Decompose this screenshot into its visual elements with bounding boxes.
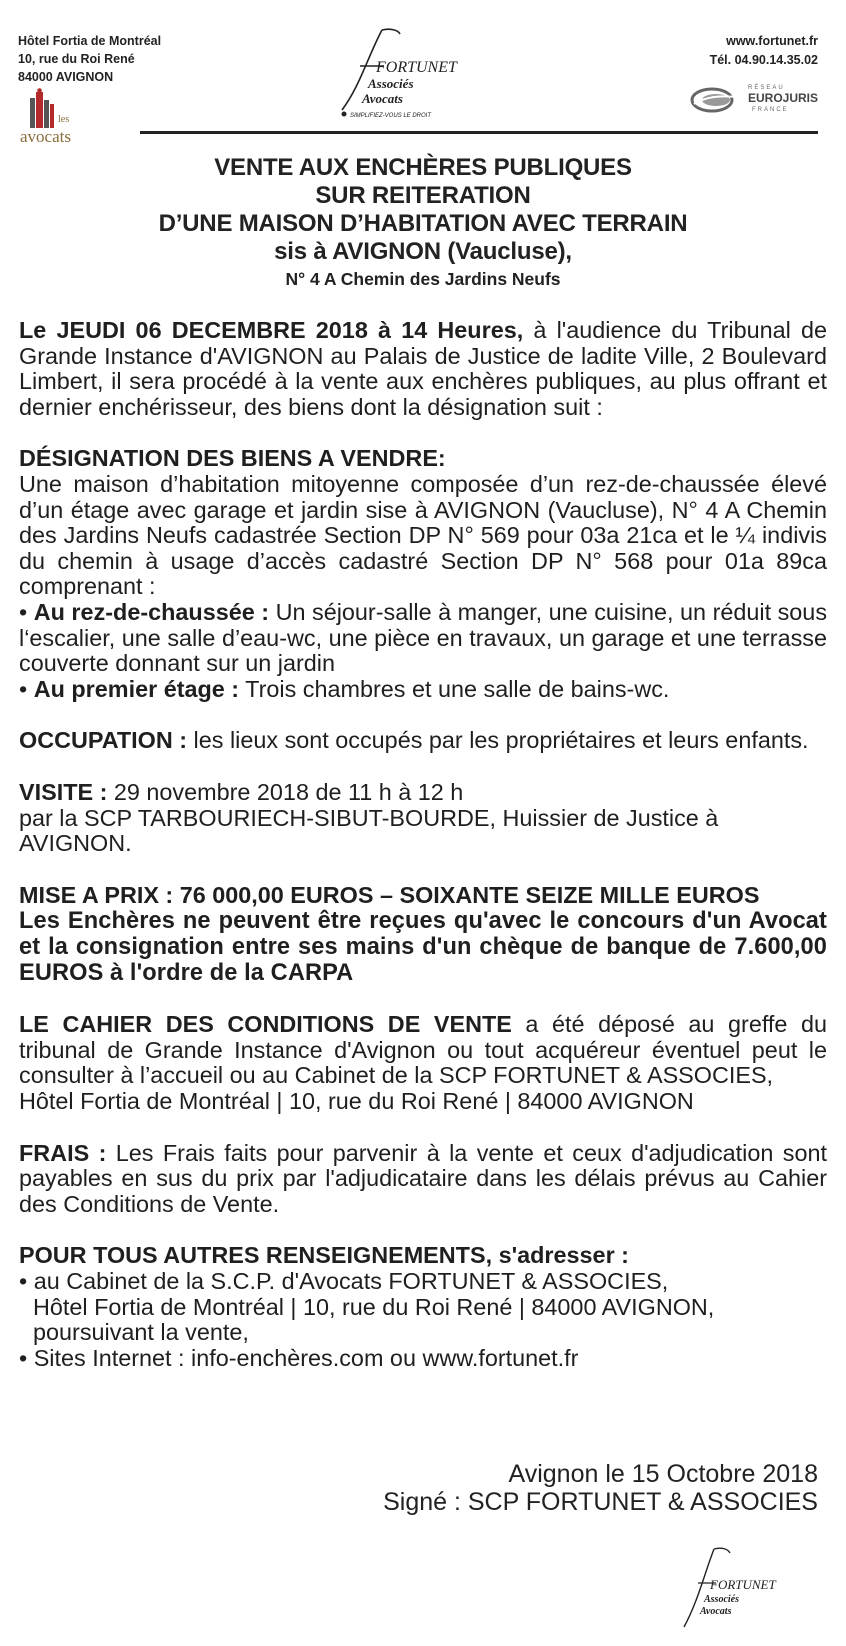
sig-logo-avocats: Avocats: [700, 1606, 732, 1617]
visite-text: 29 novembre 2018 de 11 h à 12 h: [107, 778, 464, 805]
signature-block: [383, 1460, 818, 1516]
item-text: Trois chambres et une salle de bains-wc.: [239, 675, 670, 702]
intro-date: Le JEUDI 06 DECEMBRE 2018 à 14 Heures,: [19, 317, 524, 343]
signature-fortunet-logo: [672, 1545, 782, 1635]
designation-heading: DÉSIGNATION DES BIENS A VENDRE:: [19, 445, 446, 472]
les-avocats-logo: [20, 88, 100, 152]
document-title: [0, 154, 846, 292]
frais-text: Les Frais faits pour parvenir à la vente et ceux d'adjudication sont payables en sus du prix par l'adjudicataire dans les délais prévus au Cahier des Conditions de Vente.: [19, 1139, 827, 1217]
signature-date: Avignon le 15 Octobre 2018: [508, 1460, 818, 1488]
item-label: Au rez-de-chaussée :: [33, 598, 270, 625]
cahier-paragraph: [19, 1012, 827, 1089]
occupation-paragraph: [19, 728, 827, 754]
occupation-label: OCCUPATION :: [19, 727, 188, 754]
fortunet-logo: [320, 26, 480, 126]
logo-avocats: Avocats: [362, 91, 403, 106]
bullet: •: [19, 598, 28, 625]
address-line: Hôtel Fortia de Montréal: [18, 34, 162, 48]
mise-a-prix: MISE A PRIX : 76 000,00 EUROS – SOIXANTE SEIZE MILLE EUROS: [19, 881, 760, 908]
announcement-body: [19, 318, 827, 1371]
avocats-text: avocats: [20, 127, 71, 146]
occupation-text: les lieux sont occupés par les propriétaires et leurs enfants.: [187, 727, 809, 754]
cahier-firm: SCP FORTUNET & ASSOCIES,: [439, 1062, 774, 1089]
header-divider: [140, 131, 818, 134]
title-line: VENTE AUX ENCHÈRES PUBLIQUES: [214, 154, 632, 181]
title-line: SUR REITERATION: [315, 182, 531, 209]
renseignements-item: [19, 1269, 827, 1295]
cahier-text: a été déposé au greffe du tribunal de Grande Instance d'Avignon ou tout acquéreur éventuel peut le consulter à l’accueil ou au Cabinet de la: [19, 1011, 828, 1089]
item-text: Un séjour-salle à manger, une cuisine, un réduit sous l‘escalier, une salle d’eau-wc, une pièce en travaux, un garage et une terrasse couverte donnant sur un jardin: [19, 598, 828, 677]
encheres-conditions: Les Enchères ne peuvent être reçues qu'avec le concours d'un Avocat et la consignation entre ses mains d'un chèque de banque de 7.600,00 EUROS à l'ordre de la CARPA: [19, 908, 827, 987]
contact-info: [710, 32, 818, 70]
visite-huissier: par la SCP TARBOURIECH-SIBUT-BOURDE, Huissier de Justice à AVIGNON.: [19, 804, 719, 857]
network-name: EUROJURIS: [748, 91, 819, 105]
item-label: Au premier étage :: [33, 675, 240, 702]
designation-text: Une maison d’habitation mitoyenne composée d’un rez-de-chaussée élevé d’un étage avec garage et jardin sise à AVIGNON (Vaucluse), N° 4 A Chemin des Jardins Neufs cadastrée Section DP N° 569 pour 03a 21ca et le ¼ indivis du chemin à usage d’accès cadastré Section DP N° 568 pour 01a 89ca comprenant :: [19, 470, 827, 600]
office-address: [18, 32, 161, 86]
intro-paragraph: [19, 318, 827, 420]
visite-paragraph: [19, 780, 827, 806]
frais-label: FRAIS :: [19, 1139, 107, 1166]
renseignements-item: [19, 1346, 827, 1372]
address-line: 10, rue du Roi René: [18, 52, 135, 66]
designation-item: [19, 677, 827, 703]
signature-signed: Signé : SCP FORTUNET & ASSOCIES: [383, 1488, 818, 1516]
intro-text: à l'audience du Tribunal de Grande Instance d'AVIGNON au Palais de Justice de ladite Ville, 2 Boulevard Limbert, il sera procédé à la vente aux enchères publiques, au plus offrant et dernier enchérisseur, des biens dont la désignation suit :: [19, 317, 827, 420]
eurojuris-logo: [690, 80, 820, 120]
frais-paragraph: [19, 1141, 827, 1218]
websites-text: Sites Internet : info-enchères.com ou www.fortunet.fr: [27, 1344, 579, 1371]
cabinet-text: au Cabinet de la S.C.P. d'Avocats FORTUNET & ASSOCIES,: [27, 1268, 669, 1295]
bullet: •: [19, 675, 28, 702]
network-small: RÉSEAU: [748, 85, 785, 91]
network-country: FRANCE: [752, 107, 789, 113]
sig-logo-name: FORTUNET: [710, 1577, 776, 1592]
phone: Tél. 04.90.14.35.02: [709, 53, 818, 67]
les-text: les: [58, 114, 70, 125]
bullet: •: [19, 1344, 28, 1371]
cabinet-address: Hôtel Fortia de Montréal | 10, rue du Roi René | 84000 AVIGNON, poursuivant la vente,: [33, 1293, 715, 1346]
logo-name: FORTUNET: [376, 59, 457, 76]
title-address: N° 4 A Chemin des Jardins Neufs: [285, 269, 561, 289]
cahier-address: Hôtel Fortia de Montréal | 10, rue du Roi René | 84000 AVIGNON: [19, 1088, 694, 1115]
logo-tagline: SIMPLIFIEZ-VOUS LE DROIT: [350, 113, 432, 119]
address-line: 84000 AVIGNON: [18, 70, 114, 84]
title-line: sis à AVIGNON (Vaucluse),: [274, 238, 572, 265]
renseignements-heading: POUR TOUS AUTRES RENSEIGNEMENTS, s'adresser :: [19, 1242, 629, 1269]
website: www.fortunet.fr: [726, 34, 818, 48]
logo-associes: Associés: [368, 76, 414, 91]
sig-logo-associes: Associés: [704, 1594, 739, 1605]
designation-item: [19, 600, 827, 677]
visite-label: VISITE :: [19, 778, 108, 805]
title-line: D’UNE MAISON D’HABITATION AVEC TERRAIN: [158, 210, 688, 237]
cahier-label: LE CAHIER DES CONDITIONS DE VENTE: [19, 1011, 512, 1038]
bullet: •: [19, 1268, 28, 1295]
